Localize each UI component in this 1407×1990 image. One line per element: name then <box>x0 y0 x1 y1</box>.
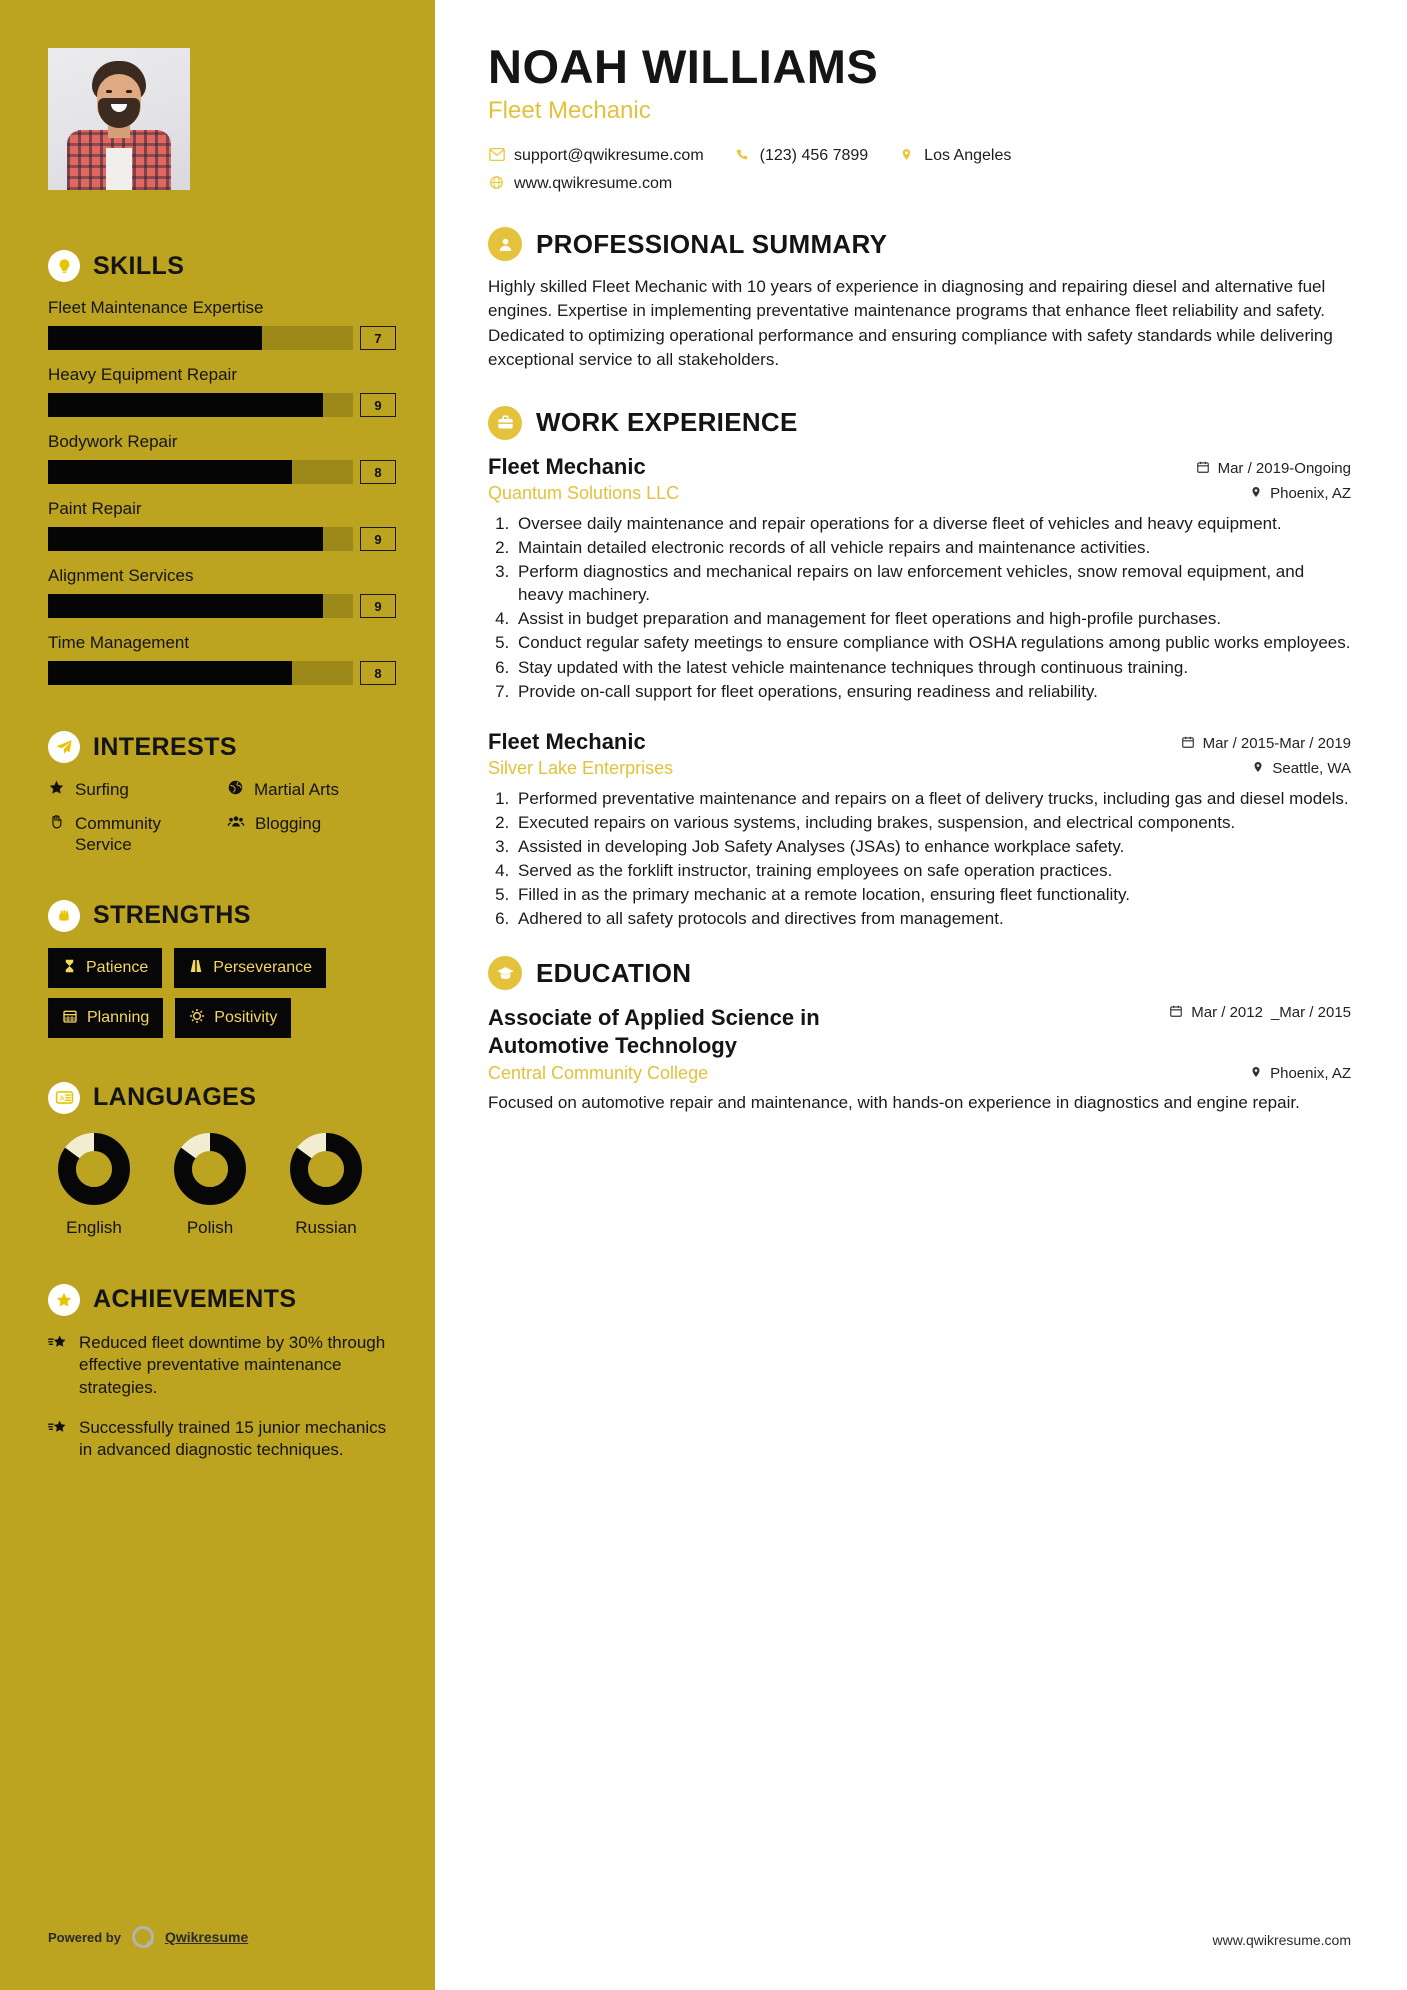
location-pin-icon <box>898 147 915 165</box>
sun-icon <box>189 1008 205 1028</box>
language-item <box>164 1130 256 1238</box>
job-dates <box>1181 735 1351 752</box>
achievements-header <box>48 1284 396 1316</box>
interest-label: Blogging <box>255 814 322 834</box>
contact-row-primary <box>488 147 1351 165</box>
language-donut-chart <box>287 1130 365 1208</box>
skill-item <box>48 633 396 685</box>
job-bullet-list <box>514 512 1351 703</box>
skill-bar-fill <box>48 661 292 685</box>
education-section <box>488 956 1351 1115</box>
job-company: Quantum Solutions LLC <box>488 482 680 503</box>
skill-bar-fill <box>48 326 262 350</box>
language-label: Polish <box>186 1217 234 1237</box>
work-experience-entry <box>488 454 1351 703</box>
skill-label: Fleet Maintenance Expertise <box>48 298 264 317</box>
job-bullet: 5. Conduct regular safety meetings to ensure compliance with OSHA regulations among public works employees. <box>514 631 1351 654</box>
language-item <box>280 1130 372 1238</box>
education-title: EDUCATION <box>536 957 692 988</box>
job-bullet: 2. Maintain detailed electronic records of all vehicle repairs and maintenance activities. <box>514 536 1351 559</box>
job-dates <box>1196 460 1351 477</box>
location-pin-icon <box>1250 485 1262 502</box>
fist-icon <box>48 900 80 932</box>
sidebar <box>0 0 440 1990</box>
skill-bar-track <box>48 326 353 350</box>
work-experience-section <box>488 406 1351 931</box>
job-title: Fleet Mechanic <box>488 728 646 754</box>
work-experience-header <box>488 406 1351 440</box>
job-bullet: 6. Stay updated with the latest vehicle maintenance techniques through continuous training. <box>514 656 1351 679</box>
skill-bar-fill <box>48 527 323 551</box>
skill-bar-fill <box>48 594 323 618</box>
interest-item <box>48 779 217 801</box>
achievement-item <box>48 1417 396 1462</box>
job-bullet: 1. Oversee daily maintenance and repair operations for a diverse fleet of vehicles and heavy equipment. <box>514 512 1351 535</box>
achievements-title: ACHIEVEMENTS <box>93 1285 297 1314</box>
skill-item <box>48 499 396 551</box>
language-donut-chart <box>171 1130 249 1208</box>
strength-chip <box>174 948 326 988</box>
skill-rating-value: 9 <box>360 393 396 417</box>
briefcase-icon <box>488 406 522 440</box>
strengths-header <box>48 900 396 932</box>
qwikresume-logo-icon <box>132 1926 154 1948</box>
star-icon <box>48 779 65 801</box>
job-dates-text: Mar / 2019-Ongoing <box>1217 459 1351 477</box>
achievements-section <box>48 1284 396 1462</box>
calendar-icon <box>1181 735 1195 752</box>
interests-header <box>48 731 396 763</box>
skill-label: Bodywork Repair <box>48 432 178 451</box>
job-bullet: 1. Performed preventative maintenance and repairs on a fleet of delivery trucks, including gas and diesel models. <box>514 787 1351 810</box>
education-degree: Associate of Applied Science in Automotive Technology <box>488 1005 820 1058</box>
job-bullet: 3. Perform diagnostics and mechanical repairs on law enforcement vehicles, snow removal equipment, and heavy machinery. <box>514 560 1351 606</box>
interest-label: Surfing <box>75 780 129 799</box>
website-text: www.qwikresume.com <box>514 175 673 193</box>
skill-label: Heavy Equipment Repair <box>48 365 237 384</box>
interest-label: Community Service <box>75 814 161 855</box>
skill-item <box>48 432 396 484</box>
skill-bar-track <box>48 393 353 417</box>
skills-section <box>48 250 396 685</box>
work-experience-title: WORK EXPERIENCE <box>536 407 798 438</box>
job-title: Fleet Mechanic <box>488 453 646 479</box>
main-content <box>440 0 1407 1990</box>
interest-item <box>227 779 396 801</box>
achievement-item <box>48 1332 396 1399</box>
user-circle-icon <box>488 227 522 261</box>
calendar-icon <box>62 1008 78 1028</box>
skill-item <box>48 566 396 618</box>
strength-label: Positivity <box>214 1008 278 1026</box>
job-location <box>1252 760 1351 777</box>
contact-text: support@qwikresume.com <box>514 147 704 165</box>
calendar-icon <box>1169 1004 1183 1021</box>
contact-item-envelope[interactable] <box>488 147 704 165</box>
lightbulb-icon <box>48 250 80 282</box>
job-bullet-list <box>514 787 1351 931</box>
skill-bar-track <box>48 594 353 618</box>
job-bullet: 5. Filled in as the primary mechanic at a remote location, ensuring fleet functionality. <box>514 883 1351 906</box>
education-school: Central Community College <box>488 1063 709 1084</box>
job-bullet: 7. Provide on-call support for fleet operations, ensuring readiness and reliability. <box>514 680 1351 703</box>
language-item <box>48 1130 140 1238</box>
globe-icon <box>488 175 505 193</box>
hourglass-icon <box>62 958 77 978</box>
strength-label: Patience <box>86 958 149 976</box>
interests-section <box>48 731 396 856</box>
job-bullet: 3. Assisted in developing Job Safety Analyses (JSAs) to enhance workplace safety. <box>514 835 1351 858</box>
main-footer-website: www.qwikresume.com <box>1212 1932 1351 1948</box>
graduation-cap-icon <box>488 956 522 990</box>
languages-header <box>48 1082 396 1114</box>
job-bullet: 2. Executed repairs on various systems, including brakes, suspension, and electrical components. <box>514 811 1351 834</box>
contact-block <box>488 147 1351 193</box>
page-title: NOAH WILLIAMS <box>488 40 879 93</box>
work-experience-entry <box>488 729 1351 931</box>
envelope-icon <box>488 148 505 164</box>
paper-plane-icon <box>48 731 80 763</box>
job-location-text: Phoenix, AZ <box>1270 484 1351 502</box>
job-role-subtitle: Fleet Mechanic <box>488 97 651 125</box>
skill-bar-track <box>48 661 353 685</box>
people-group-icon <box>227 813 245 835</box>
strength-label: Perseverance <box>213 958 312 976</box>
calendar-icon <box>1196 460 1210 477</box>
summary-title: PROFESSIONAL SUMMARY <box>536 228 888 259</box>
svg-text:A: A <box>59 1094 64 1103</box>
job-dates-text: Mar / 2015-Mar / 2019 <box>1202 734 1351 752</box>
contact-text: (123) 456 7899 <box>759 147 869 165</box>
interest-item <box>227 813 396 856</box>
education-description: Focused on automotive repair and maintenance, with hands-on experience in diagnostics and engine repair. <box>488 1093 1300 1113</box>
strengths-section <box>48 900 396 1038</box>
skill-rating-value: 9 <box>360 594 396 618</box>
skill-bar-track <box>48 460 353 484</box>
location-pin-icon <box>1252 760 1264 777</box>
globe-icon <box>227 779 244 801</box>
summary-header <box>488 227 1351 261</box>
powered-by-label: Powered by <box>48 1929 121 1945</box>
profile-photo <box>48 48 190 190</box>
contact-row-website <box>488 175 1351 193</box>
language-label: English <box>66 1217 122 1237</box>
strength-label: Planning <box>87 1008 150 1026</box>
education-date-end: _Mar / 2015 <box>1270 1004 1351 1022</box>
job-bullet: 6. Adhered to all safety protocols and directives from management. <box>514 907 1351 930</box>
language-label: Russian <box>295 1217 357 1237</box>
location-pin-icon <box>1250 1065 1262 1082</box>
professional-summary-section <box>488 227 1351 372</box>
strength-chip <box>175 998 291 1038</box>
achievement-text: Successfully trained 15 junior mechanics in advanced diagnostic techniques. <box>79 1418 387 1460</box>
skill-bar-track <box>48 527 353 551</box>
achievement-text: Reduced fleet downtime by 30% through effective preventative maintenance strategies. <box>79 1332 386 1397</box>
language-donut-chart <box>55 1130 133 1208</box>
languages-title: LANGUAGES <box>93 1083 257 1112</box>
skill-rating-value: 9 <box>360 527 396 551</box>
skill-label: Paint Repair <box>48 499 142 518</box>
interest-item <box>48 813 217 856</box>
contact-website[interactable] <box>488 175 672 193</box>
star-badge-icon <box>48 1284 80 1316</box>
skill-label: Alignment Services <box>48 566 194 585</box>
job-company: Silver Lake Enterprises <box>488 757 674 778</box>
sidebar-footer <box>48 1926 248 1948</box>
phone-icon <box>734 148 751 165</box>
interest-label: Martial Arts <box>254 780 340 799</box>
contact-item-phone[interactable] <box>734 147 869 165</box>
strength-chip <box>48 948 162 988</box>
interests-title: INTERESTS <box>93 732 237 761</box>
skill-rating-value: 8 <box>360 661 396 685</box>
strengths-title: STRENGTHS <box>93 901 251 930</box>
qwikresume-brand-link[interactable]: Qwikresume <box>164 1929 249 1945</box>
education-location <box>1250 1065 1351 1082</box>
education-entry <box>488 1004 1351 1115</box>
hand-icon <box>48 813 65 835</box>
strength-chip <box>48 998 163 1038</box>
shooting-star-icon <box>48 1332 67 1399</box>
job-location <box>1250 485 1351 502</box>
job-location-text: Seattle, WA <box>1272 759 1351 777</box>
education-header <box>488 956 1351 990</box>
education-location-text: Phoenix, AZ <box>1270 1065 1351 1083</box>
contact-item-location-pin[interactable] <box>898 147 1011 165</box>
education-date-start: Mar / 2012 <box>1191 1004 1263 1022</box>
education-dates <box>1169 1004 1351 1023</box>
skill-bar-fill <box>48 460 292 484</box>
skill-item <box>48 298 396 350</box>
job-bullet: 4. Served as the forklift instructor, training employees on safe operation practices. <box>514 859 1351 882</box>
skill-rating-value: 7 <box>360 326 396 350</box>
job-bullet: 4. Assist in budget preparation and management for fleet operations and high-profile purchases. <box>514 607 1351 630</box>
skill-rating-value: 8 <box>360 460 396 484</box>
skill-bar-fill <box>48 393 323 417</box>
skill-label: Time Management <box>48 633 190 652</box>
summary-text: Highly skilled Fleet Mechanic with 10 years of experience in diagnosing and repairing diesel and alternative fuel engines. Expertise in implementing preventative maintenance programs that enhance fleet reliability and safety. Dedicated to optimizing operational performance and ensuring compliance with safety standards while delivering exceptional service to all stakeholders. <box>488 277 1333 369</box>
skills-header <box>48 250 396 282</box>
id-card-icon <box>48 1082 80 1114</box>
contact-text: Los Angeles <box>924 147 1012 165</box>
skills-title: SKILLS <box>93 251 185 280</box>
road-icon <box>188 958 204 978</box>
skill-item <box>48 365 396 417</box>
languages-section <box>48 1082 396 1238</box>
shooting-star-icon <box>48 1417 67 1462</box>
